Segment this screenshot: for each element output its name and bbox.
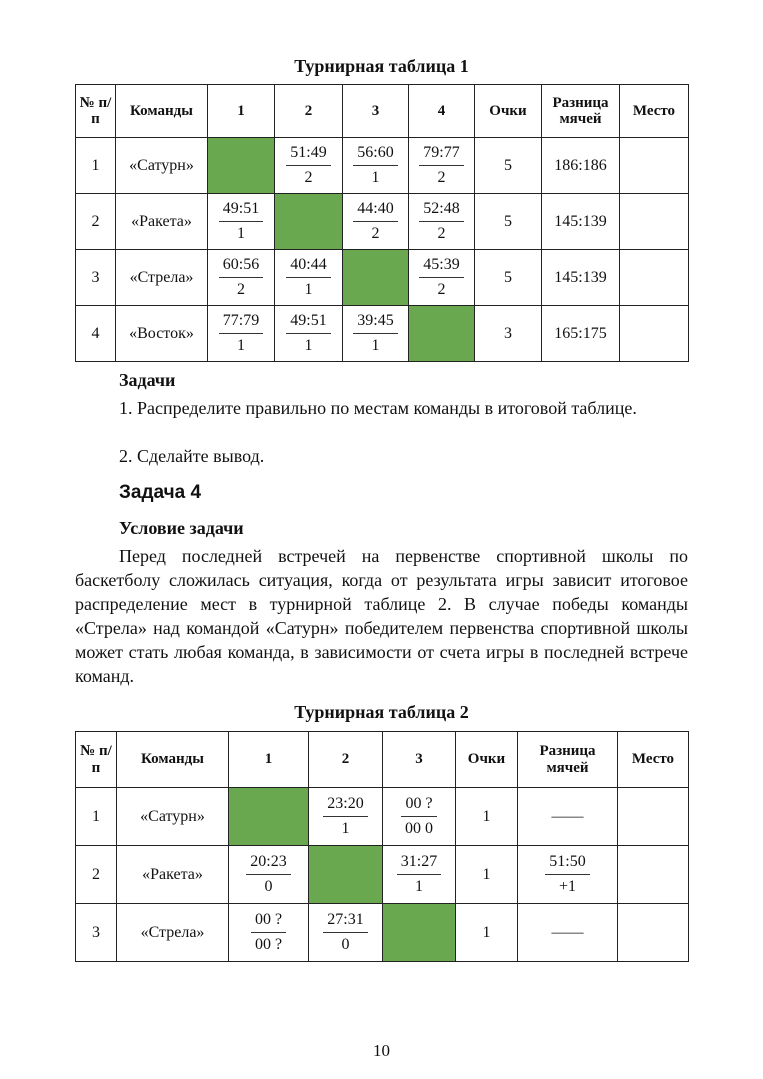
table1-caption: Турнирная таблица 1 <box>294 56 469 76</box>
match-points: 2 <box>437 169 446 186</box>
match-score: 20:23 <box>246 853 290 875</box>
total-points: 5 <box>475 138 542 194</box>
header-goal-diff: Разница мячей <box>518 732 618 788</box>
header-col-3: 3 <box>343 85 409 138</box>
match-result <box>309 904 383 962</box>
goal-difference: 165:175 <box>542 306 620 362</box>
match-points: 2 <box>304 169 313 186</box>
match-score: 60:56 <box>219 256 263 278</box>
row-number: 1 <box>76 788 117 846</box>
match-points: 0 <box>341 936 350 953</box>
match-result <box>208 250 275 306</box>
header-points: Очки <box>456 732 518 788</box>
task4-text: Перед последней встречей на первенстве спортивной школы по баскетболу сложилась ситуация, когда от результата игры зависит итоговое распределение мест в турнирной таблице 2. В случае победы команды «Стрела» над командой «Сатурн» победителем первенства спортивной школы может стать любая команда, в зависимости от счета игры в последней встрече команд. <box>75 546 688 686</box>
diagonal-cell <box>229 788 309 846</box>
total-points: 1 <box>456 904 518 962</box>
header-num: № п/п <box>76 732 117 788</box>
match-result <box>208 306 275 362</box>
match-result <box>275 306 343 362</box>
row-number: 3 <box>76 904 117 962</box>
match-score: 44:40 <box>353 200 397 222</box>
diagonal-cell <box>275 194 343 250</box>
tasks-heading: Задачи <box>119 370 176 390</box>
match-result <box>409 138 475 194</box>
total-points: 5 <box>475 194 542 250</box>
goal-difference: 145:139 <box>542 194 620 250</box>
total-points: 1 <box>456 846 518 904</box>
match-score: 45:39 <box>419 256 463 278</box>
team-name: «Восток» <box>116 306 208 362</box>
task4-heading: Задача 4 <box>119 482 202 503</box>
match-result <box>343 138 409 194</box>
match-points: 1 <box>236 337 245 354</box>
header-teams: Команды <box>117 732 229 788</box>
match-score: 56:60 <box>353 144 397 166</box>
place-cell <box>620 306 689 362</box>
table1-header-row <box>76 85 689 138</box>
match-points: 2 <box>437 281 446 298</box>
place-cell <box>620 138 689 194</box>
match-score: 27:31 <box>323 911 367 933</box>
tournament-table-1 <box>75 84 689 362</box>
match-points: 00 0 <box>404 820 433 837</box>
match-score: 77:79 <box>219 312 263 334</box>
match-points: 1 <box>341 820 350 837</box>
header-col-3: 3 <box>383 732 456 788</box>
table-row <box>76 788 689 846</box>
total-points: 3 <box>475 306 542 362</box>
task-item-1: 1. Распределите правильно по местам команды в итоговой таблице. <box>119 398 637 418</box>
row-number: 3 <box>76 250 116 306</box>
match-score: 79:77 <box>419 144 463 166</box>
goal-difference: —— <box>518 788 618 846</box>
header-teams: Команды <box>116 85 208 138</box>
goal-difference: 145:139 <box>542 250 620 306</box>
match-result <box>275 138 343 194</box>
header-goal-diff: Разница мячей <box>542 85 620 138</box>
place-cell <box>618 788 689 846</box>
match-score: 40:44 <box>286 256 330 278</box>
team-name: «Сатурн» <box>117 788 229 846</box>
team-name: «Стрела» <box>116 250 208 306</box>
match-points: 00 ? <box>254 936 283 953</box>
task-item-2: 2. Сделайте вывод. <box>119 446 265 466</box>
header-col-2: 2 <box>275 85 343 138</box>
table-row <box>76 904 689 962</box>
diagonal-cell <box>409 306 475 362</box>
match-points: 2 <box>437 225 446 242</box>
diagonal-cell <box>343 250 409 306</box>
match-points: 1 <box>414 878 423 895</box>
place-cell <box>620 250 689 306</box>
table-row <box>76 306 689 362</box>
goal-diff-value: +1 <box>558 878 576 895</box>
table-row <box>76 250 689 306</box>
match-result <box>383 788 456 846</box>
goal-difference: 186:186 <box>542 138 620 194</box>
match-result <box>343 194 409 250</box>
row-number: 1 <box>76 138 116 194</box>
match-points: 1 <box>304 281 313 298</box>
header-points: Очки <box>475 85 542 138</box>
total-points: 5 <box>475 250 542 306</box>
diagonal-cell <box>208 138 275 194</box>
match-points: 1 <box>371 169 380 186</box>
row-number: 2 <box>76 194 116 250</box>
match-points: 2 <box>371 225 380 242</box>
diagonal-cell <box>309 846 383 904</box>
match-result <box>208 194 275 250</box>
team-name: «Стрела» <box>117 904 229 962</box>
match-score: 00 ? <box>251 911 286 933</box>
match-result <box>229 904 309 962</box>
match-points: 1 <box>371 337 380 354</box>
match-result <box>275 250 343 306</box>
match-result <box>409 250 475 306</box>
match-result <box>383 846 456 904</box>
table2-header-row <box>76 732 689 788</box>
match-result <box>409 194 475 250</box>
header-col-4: 4 <box>409 85 475 138</box>
team-name: «Ракета» <box>116 194 208 250</box>
header-col-2: 2 <box>309 732 383 788</box>
match-score: 31:27 <box>397 853 441 875</box>
condition-heading: Условие задачи <box>119 518 244 538</box>
match-points: 2 <box>236 281 245 298</box>
match-score: 49:51 <box>286 312 330 334</box>
match-score: 23:20 <box>323 795 367 817</box>
match-score: 52:48 <box>419 200 463 222</box>
match-result <box>309 788 383 846</box>
goal-difference: —— <box>518 904 618 962</box>
team-name: «Ракета» <box>117 846 229 904</box>
match-score: 51:49 <box>286 144 330 166</box>
diagonal-cell <box>383 904 456 962</box>
match-score: 00 ? <box>401 795 436 817</box>
header-place: Место <box>620 85 689 138</box>
match-score: 39:45 <box>353 312 397 334</box>
match-result <box>343 306 409 362</box>
table2-caption: Турнирная таблица 2 <box>294 702 469 722</box>
tournament-table-2 <box>75 731 689 962</box>
goal-difference <box>518 846 618 904</box>
goal-diff-score: 51:50 <box>545 853 589 875</box>
match-points: 0 <box>264 878 273 895</box>
page-number: 10 <box>373 1041 390 1060</box>
table-row <box>76 194 689 250</box>
header-col-1: 1 <box>229 732 309 788</box>
row-number: 2 <box>76 846 117 904</box>
place-cell <box>620 194 689 250</box>
header-num: № п/п <box>76 85 116 138</box>
match-points: 1 <box>236 225 245 242</box>
match-score: 49:51 <box>219 200 263 222</box>
table-row <box>76 846 689 904</box>
match-points: 1 <box>304 337 313 354</box>
place-cell <box>618 904 689 962</box>
header-place: Место <box>618 732 689 788</box>
table-row <box>76 138 689 194</box>
row-number: 4 <box>76 306 116 362</box>
team-name: «Сатурн» <box>116 138 208 194</box>
header-col-1: 1 <box>208 85 275 138</box>
match-result <box>229 846 309 904</box>
total-points: 1 <box>456 788 518 846</box>
place-cell <box>618 846 689 904</box>
